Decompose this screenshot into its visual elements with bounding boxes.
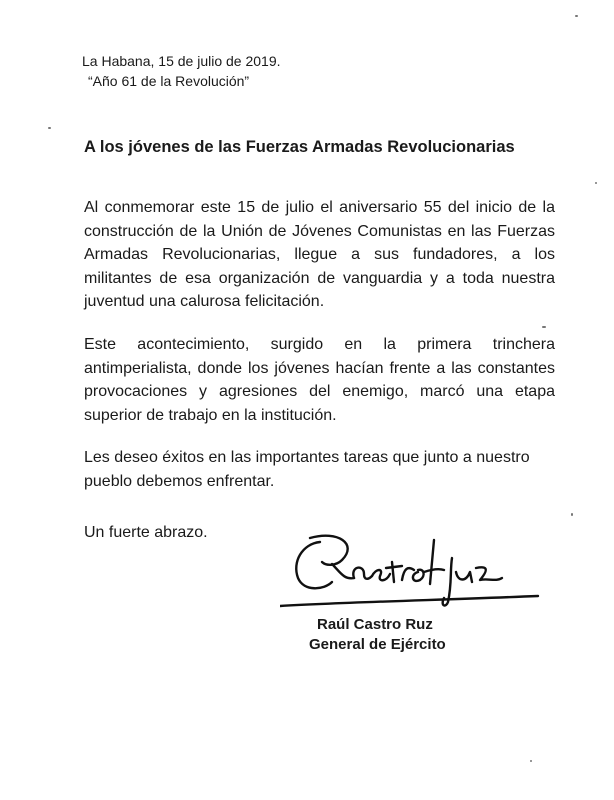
scan-speck (575, 15, 578, 17)
scan-speck (571, 513, 573, 516)
paragraph-2: Este acontecimiento, surgido en la primera trinchera antimperialista, donde los jóvenes hacían frente a las constantes provocaciones y agresiones del enemigo, marcó una etapa superior de trabajo en la institución. (84, 336, 555, 424)
signatory-rank: General de Ejército (309, 636, 446, 653)
handwritten-signature (280, 528, 550, 617)
closing-line: Un fuerte abrazo. (84, 524, 208, 541)
year-motto: “Año 61 de la Revolución” (88, 73, 250, 89)
scan-speck (530, 760, 532, 762)
scan-speck (542, 326, 546, 328)
letter-title: A los jóvenes de las Fuerzas Armadas Revolucionarias (84, 138, 515, 156)
scan-speck (595, 182, 597, 184)
scan-speck (48, 127, 51, 129)
signatory-name: Raúl Castro Ruz (317, 616, 433, 633)
paragraph-1: Al conmemorar este 15 de julio el aniversario 55 del inicio de la construcción de la Unión de Jóvenes Comunistas en las Fuerzas Armadas Revolucionarias, llegue a sus fundadores, a los militantes de esa organización de vanguardia y a toda nuestra juventud una calurosa felicitación. (84, 199, 555, 310)
paragraph-3: Les deseo éxitos en las importantes tareas que junto a nuestro pueblo debemos enfrentar. (84, 449, 530, 490)
place-date: La Habana, 15 de julio de 2019. (82, 53, 281, 69)
